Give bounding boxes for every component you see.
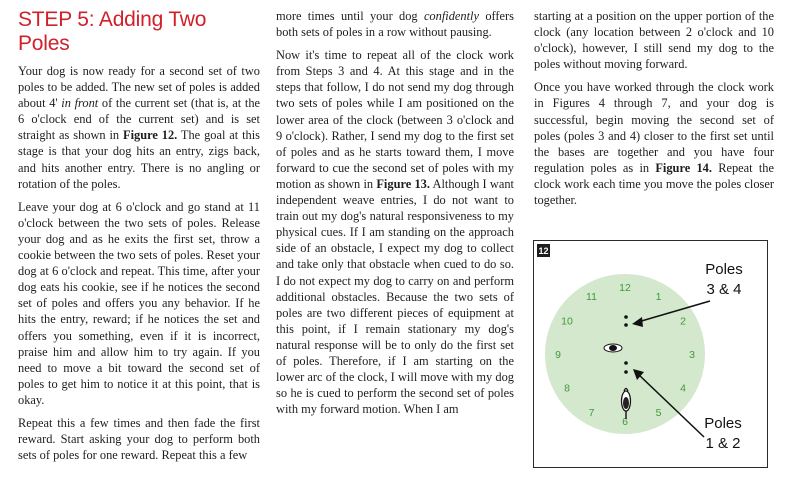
clock-number-2: 2 (680, 315, 686, 328)
figure-reference: Figure 12. (123, 128, 178, 143)
text-run: The goal at this stage is that your dog hits an entry, zigs back, and hits another entry. There is no angling or rotation of the poles. (18, 128, 261, 191)
clock-number-6: 6 (622, 416, 628, 428)
column-1 (18, 8, 260, 470)
clock-number-7: 7 (588, 407, 595, 419)
text-run: offers both sets of poles in a row without pausing. (276, 9, 514, 40)
clock-number-1: 1 (655, 291, 662, 303)
column-2 (276, 8, 514, 424)
text-run: Repeat the clock work each time you move the poles closer together. (534, 160, 774, 208)
clock-number-4: 4 (680, 382, 686, 395)
clock-number-8: 8 (564, 382, 570, 395)
pole-4 (624, 315, 628, 319)
figure-reference: Figure 14. (655, 160, 712, 175)
paragraph (534, 79, 774, 208)
pole-2 (624, 361, 628, 365)
paragraph (276, 8, 514, 40)
clock-diagram (534, 241, 767, 467)
paragraph: Leave your dog at 6 o'clock and go stand at 11 o'clock between the two sets of poles. Release your dog and as he exits the first set, throw a cookie between the two sets of poles. Reset your dog at 6 o'clock and repeat. This time, after your dog eats his cookie, see if he notices the second set of poles and offers you any behavior. If he hits the entry, reward; if he notices the set and offers you something, even if it is incorrect, praise him and allow him to try again. If you need to move a bit toward the second set of poles to get him to notice it at this point, that is okay. (18, 199, 260, 407)
text-run: more times until your dog (276, 9, 424, 23)
pole-1 (624, 370, 628, 374)
handler-icon (604, 344, 622, 352)
emphasis-text: confidently (423, 9, 479, 23)
text-run: Although I want independent weave entries, I do not want to train out my dog's natural responsiveness to my physical cues. If I am standing on the approach side of an obstacle, I expect my dog to collect and take only that obstacle when cued to do so. I do not expect my dog to carry on and perform additional obstacles. Because the two sets of poles are two different pieces of equipment at this point, if I remain stationary my dog's natural response will be to only do the first set of poles. Therefore, if I am starting on the lower arc of the clock, I will move with my dog so he is cued to perform the second set of poles with my forward motion. When I am (276, 176, 514, 417)
label-poles-1-2-line2: 1 & 2 (705, 435, 741, 452)
column-3 (534, 8, 774, 215)
clock-number-5: 5 (655, 407, 662, 419)
paragraph (276, 47, 514, 417)
pole-3 (624, 323, 628, 327)
label-poles-3-4-line1: Poles (705, 261, 743, 278)
paragraph (18, 63, 260, 192)
paragraph: starting at a position on the upper portion of the clock (any location between 2 o'clock and 10 o'clock), however, I still send my dog to the poles without moving forward. (534, 9, 774, 72)
figure-number: 12 (538, 246, 549, 256)
clock-number-11: 11 (586, 291, 597, 303)
emphasis-text: in front (61, 96, 99, 111)
clock-number-3: 3 (689, 349, 695, 361)
figure-12 (533, 240, 768, 468)
text-run: Once you have worked through the clock work in Figures 4 through 7, and your dog is successful, begin moving the second set of poles (poles 3 and 4) closer to the first set until the bases are together and you have four regulation poles as in (534, 80, 774, 175)
paragraph: Repeat this a few times and then fade the first reward. Start asking your dog to perform both sets of poles for one reward. Repeat this a few (18, 415, 260, 463)
clock-number-10: 10 (561, 315, 573, 328)
text-run: Your dog is now ready for a second set of two poles to be added. The new set of poles is added about 4' (18, 64, 260, 111)
clock-number-12: 12 (619, 282, 631, 294)
figure-reference: Figure 13. (376, 176, 430, 191)
text-run: of the current set (that is, at the 6 o'clock end of the current set) and is set straight as shown in (18, 96, 261, 143)
label-poles-1-2-line1: Poles (704, 415, 742, 432)
clock-number-9: 9 (555, 349, 561, 361)
text-run: Now it's time to repeat all of the clock work from Steps 3 and 4. At this stage and in the steps that follow, I do not send my dog through two sets of poles while I am positioned on the lower area of the clock (between 3 o'clock and 9 o'clock). Rather, I send my dog to the first set of poles and as he starts toward them, I move forward to cue the second set of poles with my motion as shown in (276, 48, 514, 191)
label-poles-3-4-line2: 3 & 4 (706, 281, 742, 298)
step-heading: STEP 5: Adding Two Poles (18, 8, 207, 55)
